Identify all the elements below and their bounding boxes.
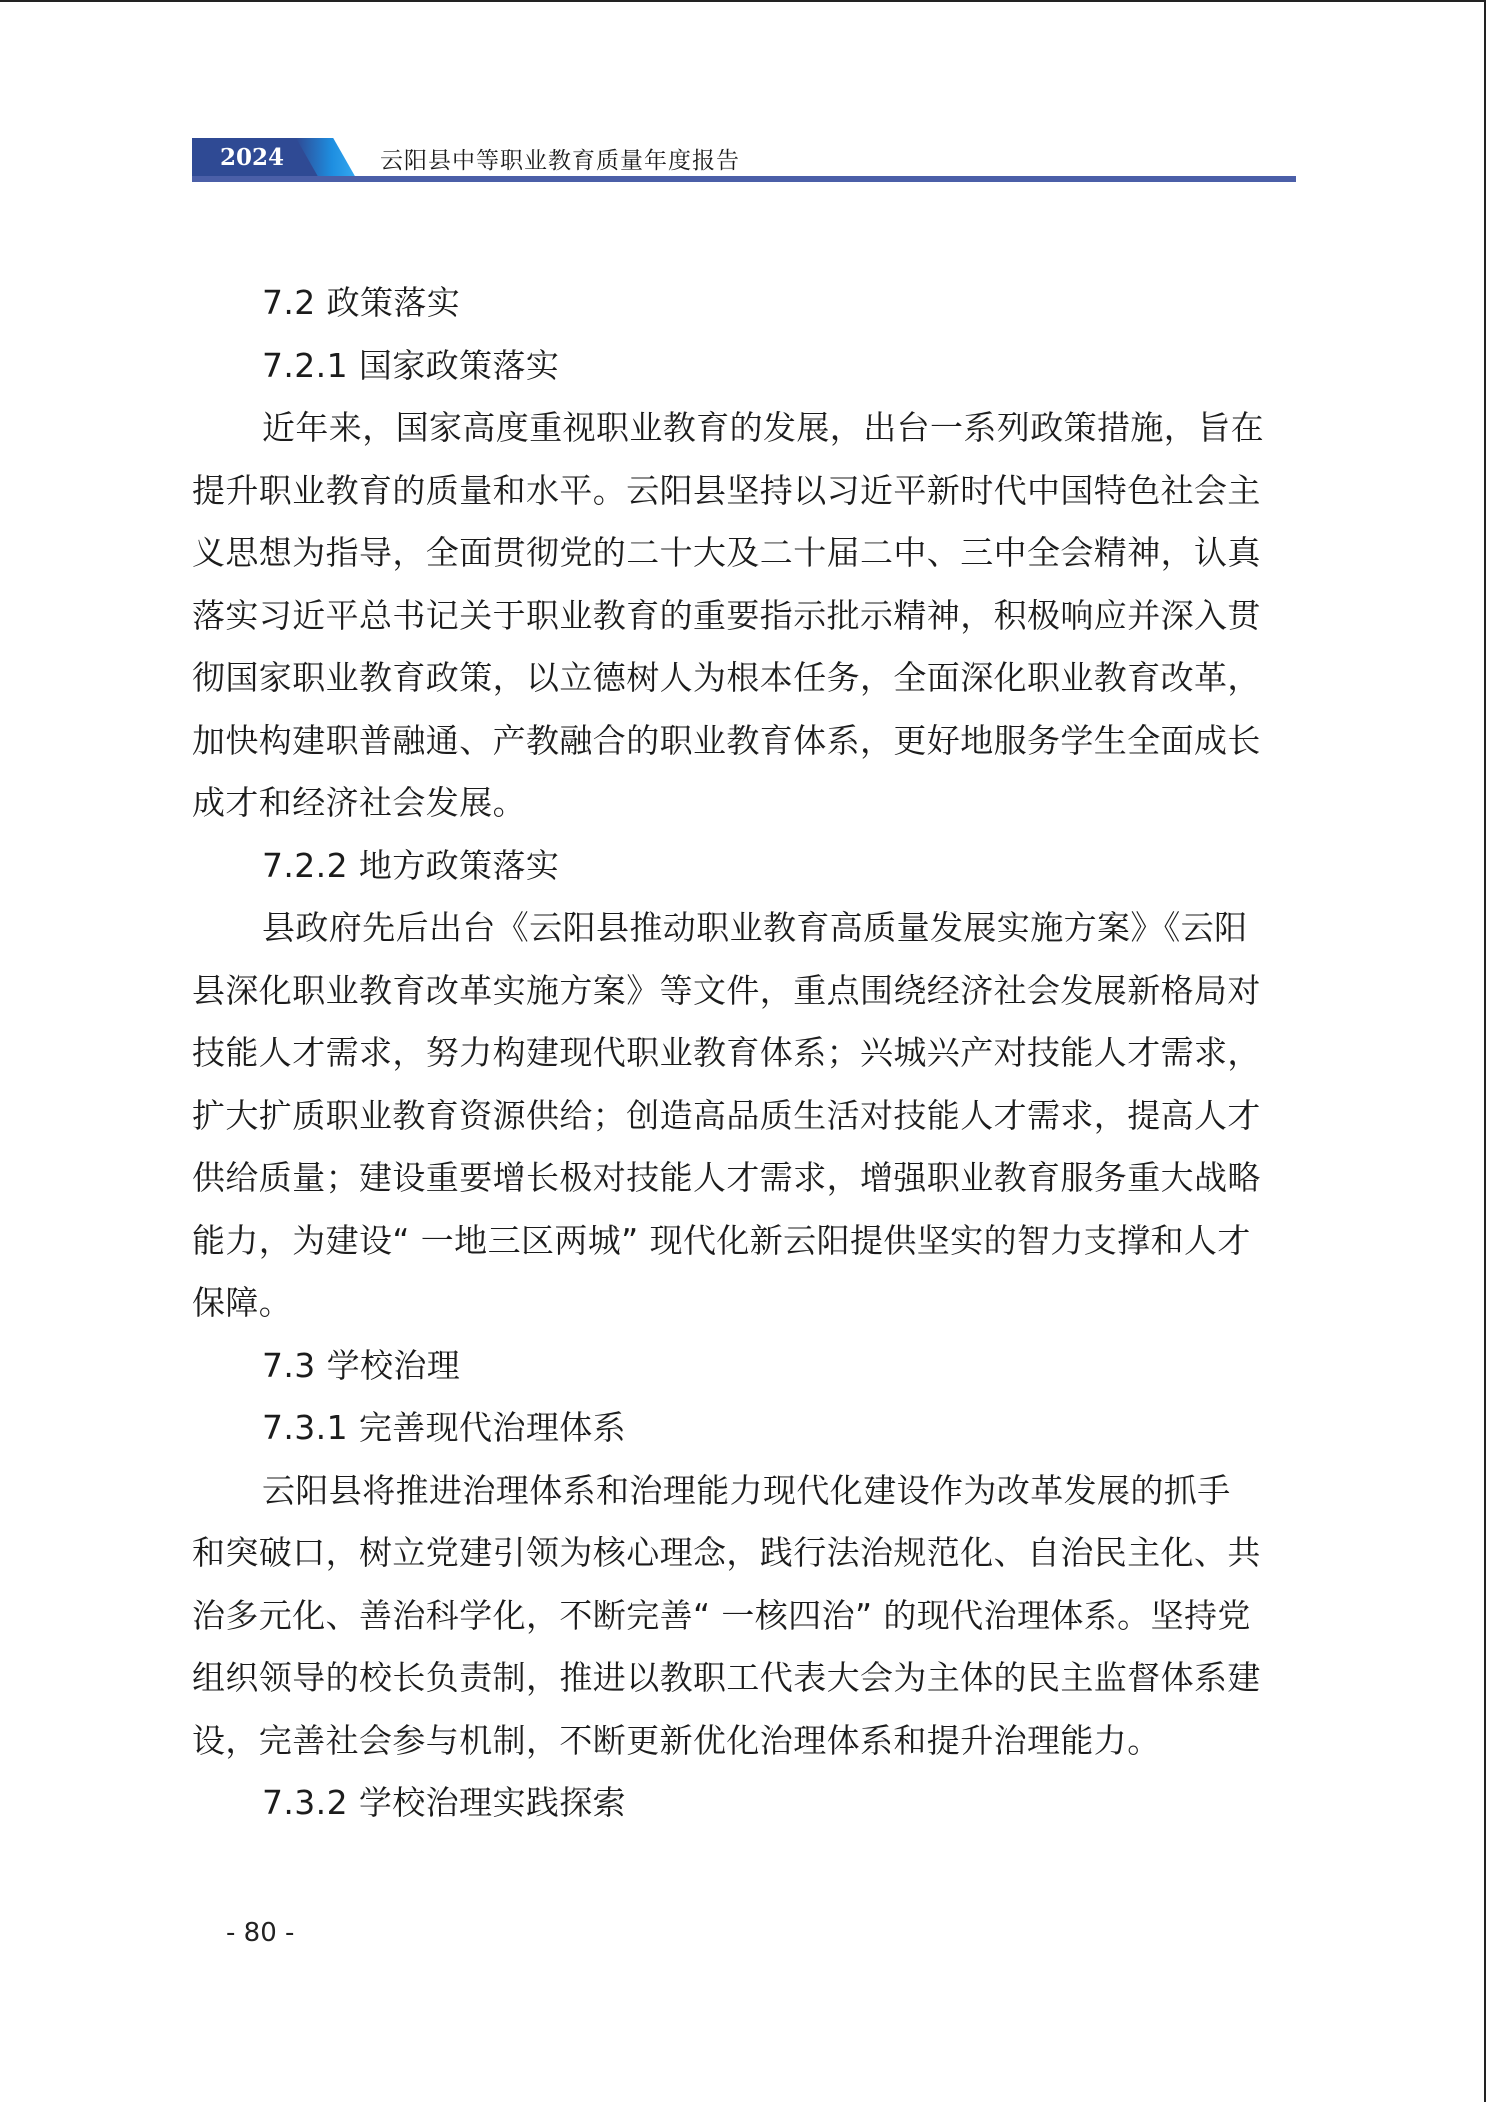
paragraph-line: 云阳县将推进治理体系和治理能力现代化建设作为改革发展的抓手: [262, 1470, 1231, 1510]
paragraph-line: 提升职业教育的质量和水平。云阳县坚持以习近平新时代中国特色社会主: [192, 470, 1261, 510]
paragraph-line: 技能人才需求，努力构建现代职业教育体系；兴城兴产对技能人才需求，: [192, 1033, 1261, 1072]
header-title: 云阳县中等职业教育质量年度报告: [380, 148, 740, 174]
header-rule: [192, 176, 1296, 182]
paragraph-line: 义思想为指导，全面贯彻党的二十大及二十届二中、三中全会精神，认真: [192, 533, 1261, 572]
section-heading: 7.3.1 完善现代治理体系: [262, 1408, 627, 1447]
paragraph-line: 供给质量；建设重要增长极对技能人才需求，增强职业教育服务重大战略: [192, 1158, 1261, 1197]
paragraph-line: 加快构建职普融通、产教融合的职业教育体系，更好地服务学生全面成长: [192, 720, 1261, 760]
paragraph-line: 成才和经济社会发展。: [192, 783, 526, 822]
paragraph-line: 落实习近平总书记关于职业教育的重要指示批示精神，积极响应并深入贯: [192, 595, 1261, 635]
paragraph-line: 和突破口，树立党建引领为核心理念，践行法治规范化、自治民主化、共: [192, 1533, 1261, 1572]
section-heading: 7.2 政策落实: [262, 283, 461, 322]
paragraph-line: 县政府先后出台《云阳县推动职业教育高质量发展实施方案》《云阳: [262, 908, 1248, 947]
document-body: [192, 272, 1296, 1835]
header-year: 2024: [219, 144, 284, 171]
paragraph-line: 县深化职业教育改革实施方案》等文件，重点围绕经济社会发展新格局对: [192, 970, 1261, 1010]
section-heading: 7.3.2 学校治理实践探索: [262, 1783, 627, 1822]
paragraph-line: 彻国家职业教育政策，以立德树人为根本任务，全面深化职业教育改革，: [192, 658, 1261, 697]
page-number: - 80 -: [226, 1918, 295, 1948]
section-heading: 7.2.1 国家政策落实: [262, 345, 560, 385]
section-heading: 7.2.2 地方政策落实: [262, 845, 560, 885]
running-header: [192, 138, 1296, 184]
paragraph-line: 组织领导的校长负责制，推进以教职工代表大会为主体的民主监督体系建: [192, 1658, 1261, 1697]
paragraph-line: 扩大扩质职业教育资源供给；创造高品质生活对技能人才需求，提高人才: [192, 1095, 1261, 1135]
paragraph-line: 设，完善社会参与机制，不断更新优化治理体系和提升治理能力。: [192, 1720, 1161, 1760]
paragraph-line: 能力，为建设“ 一地三区两城” 现代化新云阳提供坚实的智力支撑和人才: [192, 1220, 1251, 1260]
paragraph-line: 近年来，国家高度重视职业教育的发展，出台一系列政策措施，旨在: [262, 408, 1264, 447]
section-heading: 7.3 学校治理: [262, 1345, 461, 1385]
paragraph-line: 治多元化、善治科学化，不断完善“ 一核四治” 的现代治理体系。坚持党: [192, 1595, 1251, 1635]
paragraph-line: 保障。: [192, 1283, 293, 1322]
